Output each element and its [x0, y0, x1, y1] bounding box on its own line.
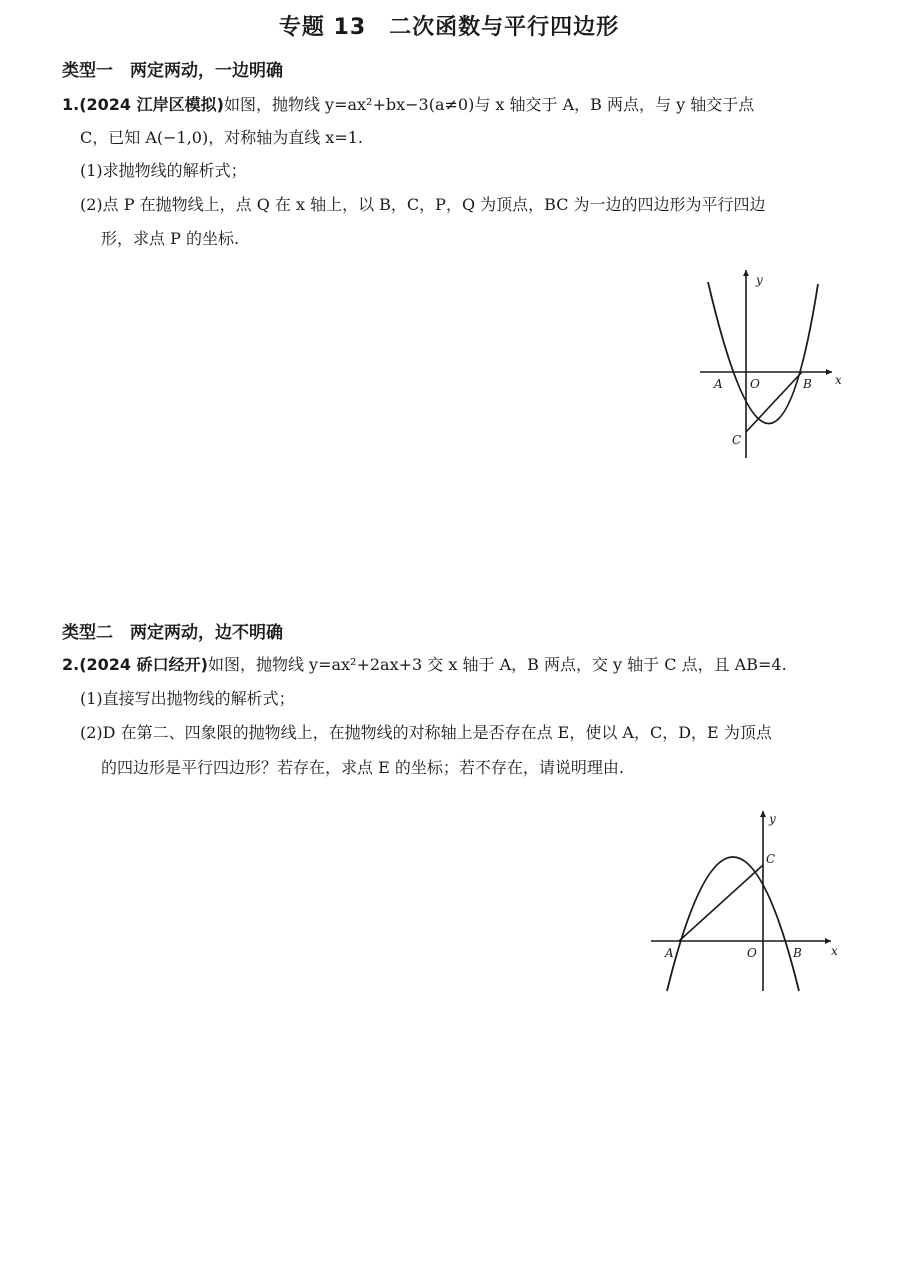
question-1-part-1: (1)求抛物线的解析式； [80, 161, 247, 180]
figure-1-parabola-curve [708, 282, 818, 424]
figure-2-label-b: B [793, 946, 802, 960]
figure-1-label-a: A [714, 377, 723, 391]
section-heading-type-1: 类型一 两定两动，一边明确 [62, 61, 283, 81]
question-2-part-2-line-1: (2)D 在第二、四象限的抛物线上，在抛物线的对称轴上是否存在点 E，使以 A，C，D，E 为顶点 [80, 723, 772, 742]
question-2-source: (2024 硚口经开) [79, 655, 208, 674]
figure-2-segment-ac [679, 865, 763, 941]
question-2-number: 2. [62, 655, 80, 674]
figure-1-y-arrow [743, 270, 749, 276]
figure-1-label-x: x [835, 373, 842, 387]
figure-2-label-o: O [747, 946, 757, 960]
figure-2-label-a: A [665, 946, 674, 960]
figure-1-label-c: C [732, 433, 742, 447]
question-2-line-1 [62, 654, 787, 676]
section-heading-type-2: 类型二 两定两动，边不明确 [62, 623, 283, 643]
question-1-source: (2024 江岸区模拟) [79, 95, 224, 114]
page-title: 专题 13 二次函数与平行四边形 [278, 15, 620, 40]
figure-2-parabola-curve [667, 857, 799, 991]
question-2-stem-line-1: 如图，抛物线 y=ax²+2ax+3 交 x 轴于 A，B 两点，交 y 轴于 C 点，且 AB=4. [207, 655, 787, 674]
question-1-line-1 [62, 94, 754, 116]
question-1-number: 1. [62, 95, 80, 114]
figure-2-parabola [645, 805, 845, 995]
figure-2-y-arrow [760, 811, 766, 817]
figure-1-label-b: B [803, 377, 812, 391]
figure-1-parabola [690, 262, 850, 462]
question-2-part-2-line-2: 的四边形是平行四边形？若存在，求点 E 的坐标；若不存在，请说明理由. [101, 758, 624, 777]
question-1-stem-line-1: 如图，抛物线 y=ax²+bx−3(a≠0)与 x 轴交于 A，B 两点，与 y 轴交于点 [223, 95, 755, 114]
figure-1-label-o: O [750, 377, 760, 391]
question-1-stem-line-2: C，已知 A(−1,0)，对称轴为直线 x=1. [80, 128, 364, 147]
figure-1-label-y: y [756, 273, 763, 287]
question-2-part-1: (1)直接写出抛物线的解析式； [80, 689, 295, 708]
question-1-part-2-line-1: (2)点 P 在抛物线上，点 Q 在 x 轴上，以 B，C，P，Q 为顶点，BC 为一边的四边形为平行四边 [80, 195, 766, 214]
question-1-part-2-line-2: 形，求点 P 的坐标. [101, 229, 240, 248]
figure-2-label-y: y [769, 812, 776, 826]
figure-2-label-x: x [831, 944, 838, 958]
figure-2-label-c: C [766, 852, 776, 866]
figure-1-x-arrow [826, 369, 832, 375]
